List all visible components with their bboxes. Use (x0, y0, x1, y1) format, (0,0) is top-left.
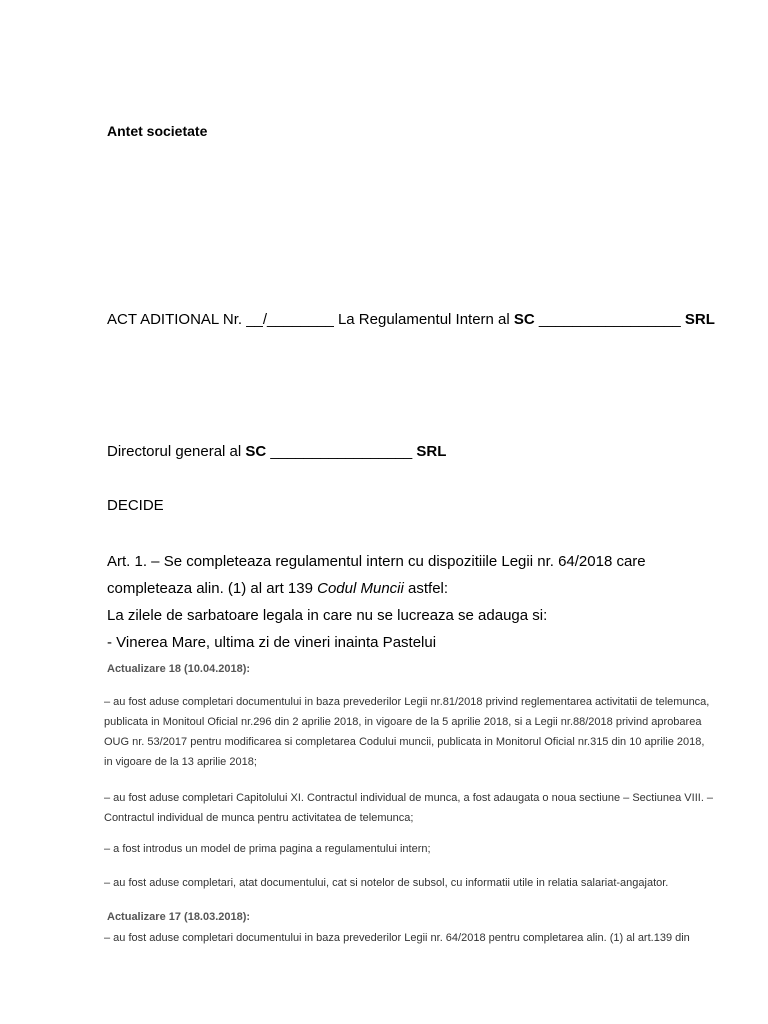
update-18-item-1 (104, 692, 744, 772)
article-line-1: Art. 1. – Se completeaza regulamentul intern cu dispozitiile Legii nr. 64/2018 care (107, 553, 646, 570)
article-line-2-italic: Codul Muncii (317, 580, 404, 597)
update-18-item-2 (104, 788, 744, 828)
update-18-item-1-line: OUG nr. 53/2017 pentru modificarea si completarea Codului muncii, publicata in Monitorul Oficial nr.315 din 10 aprilie 2018, (104, 736, 705, 748)
update-17-item-1-line: – au fost aduse completari documentului in baza prevederilor Legii nr. 64/2018 pentru completarea alin. (1) al art.139 din (104, 932, 690, 944)
act-title-sc: SC (513, 311, 535, 328)
article-line-3: La zilele de sarbatoare legala in care nu se lucreaza se adauga si: (107, 607, 548, 624)
decide-heading: DECIDE (107, 497, 164, 514)
update-18-item-1-line: publicata in Monitoul Oficial nr.296 din 2 aprilie 2018, in vigoare de la 5 aprilie 2018, si a Legii nr.88/2018 privind aprobarea (104, 716, 702, 728)
director-blank: _________________ (266, 443, 417, 460)
company-header-label: Antet societate (107, 123, 208, 139)
update-18-item-3-line: – a fost introdus un model de prima pagina a regulamentului intern; (104, 843, 431, 855)
act-title-srl: SRL (684, 311, 715, 328)
director-prefix: Directorul general al (107, 443, 246, 460)
article-1 (107, 548, 646, 656)
director-srl: SRL (416, 443, 447, 460)
update-18-item-4 (104, 873, 744, 893)
update-17-item-1 (104, 928, 744, 948)
director-sc: SC (245, 443, 267, 460)
update-18-item-1-line: – au fost aduse completari documentului in baza prevederilor Legii nr.81/2018 privind reglementarea activitatii de telemunca, (104, 696, 710, 708)
act-title-blank: _________________ (534, 311, 685, 328)
act-title-prefix: ACT ADITIONAL Nr. __/________ La Regulamentul Intern al (107, 311, 514, 328)
director-line (107, 443, 446, 460)
article-line-2 (107, 575, 646, 602)
update-18-heading: Actualizare 18 (10.04.2018): (107, 663, 251, 675)
update-17-heading: Actualizare 17 (18.03.2018): (107, 911, 251, 923)
article-line-2-prefix: completeaza alin. (1) al art 139 (107, 580, 318, 597)
update-18-item-4-line: – au fost aduse completari, atat documentului, cat si notelor de subsol, cu informatii utile in relatia salariat-angajator. (104, 877, 669, 889)
article-line-2-suffix: astfel: (403, 580, 449, 597)
article-line-4: - Vinerea Mare, ultima zi de vineri inainta Pastelui (107, 634, 437, 651)
update-18-item-2-line: Contractul individual de munca pentru activitatea de telemunca; (104, 812, 414, 824)
act-title (107, 311, 715, 328)
update-18-item-1-line: in vigoare de la 13 aprilie 2018; (104, 756, 257, 768)
update-18-item-2-line: – au fost aduse completari Capitolului XI. Contractul individual de munca, a fost adaugata o noua sectiune – Sectiunea VIII. – (104, 792, 714, 804)
update-18-item-3 (104, 839, 744, 859)
